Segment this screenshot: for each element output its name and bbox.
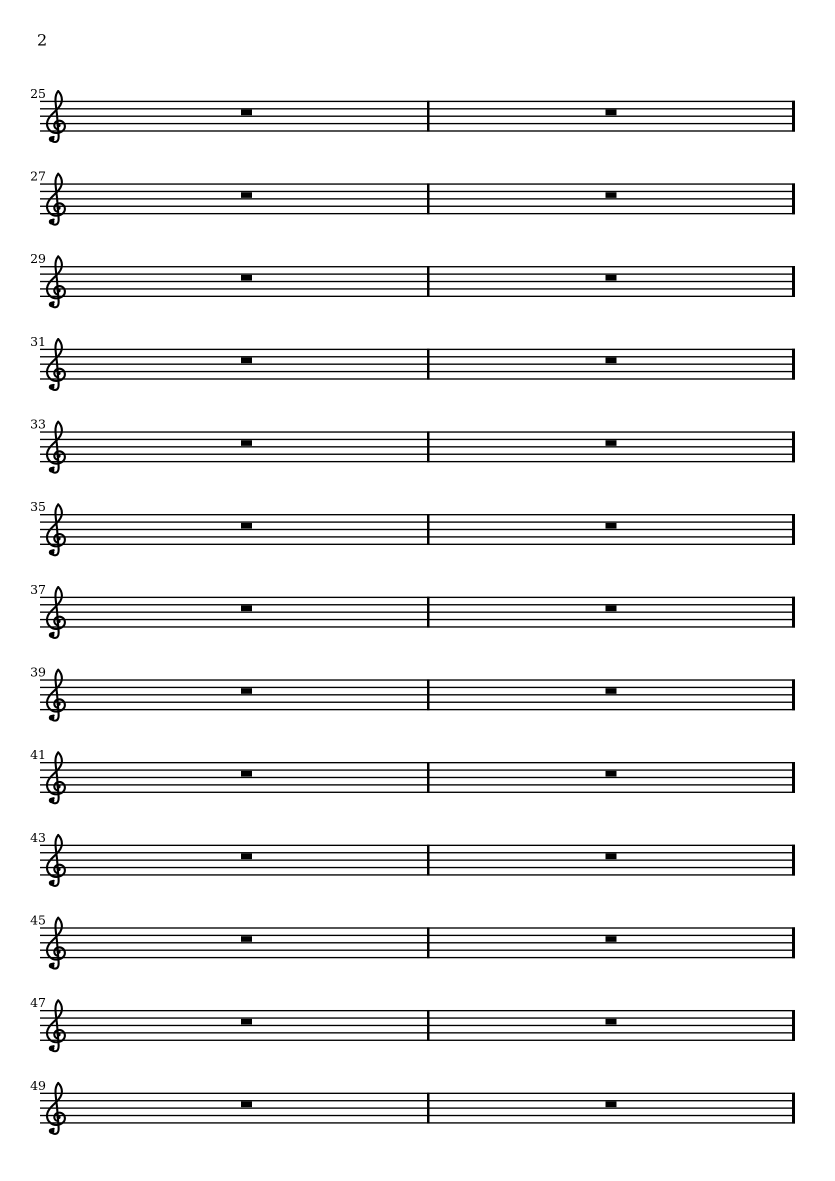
whole-rest bbox=[241, 192, 252, 198]
whole-rest bbox=[241, 1019, 252, 1025]
staff-line bbox=[40, 769, 795, 770]
staff-line bbox=[40, 206, 795, 207]
staff-line bbox=[40, 626, 795, 627]
staff-line bbox=[40, 679, 795, 680]
staff-line bbox=[40, 957, 795, 958]
measure-number: 49 bbox=[30, 1077, 46, 1093]
measure-number: 33 bbox=[30, 416, 46, 432]
staff-line bbox=[40, 273, 795, 274]
staff-line bbox=[40, 544, 795, 545]
staff-line bbox=[40, 874, 795, 875]
staff-line bbox=[40, 1122, 795, 1123]
staff-line bbox=[40, 619, 795, 620]
whole-rest bbox=[606, 1019, 617, 1025]
staff-line bbox=[40, 116, 795, 117]
staff-line bbox=[40, 514, 795, 515]
whole-rest bbox=[241, 936, 252, 942]
staff-line bbox=[40, 859, 795, 860]
barline-mid bbox=[427, 514, 430, 545]
staff-line bbox=[40, 1010, 795, 1011]
staff-line bbox=[40, 762, 795, 763]
barline-mid bbox=[427, 679, 430, 710]
measure-number: 25 bbox=[30, 85, 46, 101]
measure-number: 41 bbox=[30, 747, 46, 763]
barline-end bbox=[792, 431, 795, 462]
whole-rest bbox=[606, 1102, 617, 1108]
staff-line bbox=[40, 611, 795, 612]
barline-mid bbox=[427, 431, 430, 462]
whole-rest bbox=[606, 688, 617, 694]
staff-line bbox=[40, 845, 795, 846]
staff-line bbox=[40, 792, 795, 793]
staff-line bbox=[40, 446, 795, 447]
measure-number: 39 bbox=[30, 664, 46, 680]
staff-line bbox=[40, 439, 795, 440]
staff-line bbox=[40, 1032, 795, 1033]
barline-mid bbox=[427, 762, 430, 793]
staff-line bbox=[40, 454, 795, 455]
barline-end bbox=[792, 514, 795, 545]
staff-line bbox=[40, 378, 795, 379]
barline-mid bbox=[427, 1093, 430, 1124]
whole-rest bbox=[241, 440, 252, 446]
staff-line bbox=[40, 927, 795, 928]
whole-rest bbox=[241, 688, 252, 694]
staff-line bbox=[40, 709, 795, 710]
barline-end bbox=[792, 679, 795, 710]
staff-line bbox=[40, 604, 795, 605]
staff-line bbox=[40, 130, 795, 131]
staff-line bbox=[40, 1115, 795, 1116]
staff-system bbox=[30, 665, 795, 721]
whole-rest bbox=[606, 275, 617, 281]
staff-system bbox=[30, 499, 795, 555]
whole-rest bbox=[606, 192, 617, 198]
staff-line bbox=[40, 1100, 795, 1101]
whole-rest bbox=[606, 523, 617, 529]
staff-line bbox=[40, 694, 795, 695]
barline-mid bbox=[427, 349, 430, 380]
measure-number: 35 bbox=[30, 499, 46, 515]
staff-system bbox=[30, 913, 795, 969]
barline-end bbox=[792, 762, 795, 793]
staff-system bbox=[30, 1078, 795, 1134]
whole-rest bbox=[606, 854, 617, 860]
staff-line bbox=[40, 784, 795, 785]
staff-line bbox=[40, 852, 795, 853]
barline-end bbox=[792, 101, 795, 132]
staff-line bbox=[40, 191, 795, 192]
barline-end bbox=[792, 1093, 795, 1124]
staff-line bbox=[40, 1107, 795, 1108]
barline-end bbox=[792, 183, 795, 214]
barline-end bbox=[792, 927, 795, 958]
staff-line bbox=[40, 183, 795, 184]
staff-system bbox=[30, 169, 795, 225]
whole-rest bbox=[606, 771, 617, 777]
page-number: 2 bbox=[37, 30, 48, 50]
staff-line bbox=[40, 364, 795, 365]
staff-line bbox=[40, 942, 795, 943]
staff-line bbox=[40, 935, 795, 936]
barline-mid bbox=[427, 101, 430, 132]
staff-line bbox=[40, 950, 795, 951]
staff-system bbox=[30, 334, 795, 390]
staff-line bbox=[40, 123, 795, 124]
staff-line bbox=[40, 288, 795, 289]
whole-rest bbox=[241, 358, 252, 364]
whole-rest bbox=[606, 606, 617, 612]
staff-line bbox=[40, 266, 795, 267]
whole-rest bbox=[606, 936, 617, 942]
measure-number: 47 bbox=[30, 995, 46, 1011]
staff-system bbox=[30, 86, 795, 142]
whole-rest bbox=[241, 523, 252, 529]
staff-system bbox=[30, 582, 795, 638]
whole-rest bbox=[241, 606, 252, 612]
measure-number: 45 bbox=[30, 912, 46, 928]
staff-line bbox=[40, 687, 795, 688]
staff-line bbox=[40, 356, 795, 357]
whole-rest bbox=[606, 358, 617, 364]
staff-line bbox=[40, 777, 795, 778]
barline-mid bbox=[427, 183, 430, 214]
whole-rest bbox=[241, 110, 252, 116]
staff-line bbox=[40, 867, 795, 868]
staff-line bbox=[40, 296, 795, 297]
staff-system bbox=[30, 251, 795, 307]
whole-rest bbox=[241, 771, 252, 777]
barline-mid bbox=[427, 266, 430, 297]
whole-rest bbox=[606, 110, 617, 116]
barline-end bbox=[792, 266, 795, 297]
staff-line bbox=[40, 213, 795, 214]
staff-line bbox=[40, 529, 795, 530]
staff-line bbox=[40, 281, 795, 282]
barline-mid bbox=[427, 845, 430, 876]
staff-line bbox=[40, 101, 795, 102]
barline-end bbox=[792, 1010, 795, 1041]
barline-mid bbox=[427, 597, 430, 628]
barline-end bbox=[792, 845, 795, 876]
measure-number: 27 bbox=[30, 168, 46, 184]
staff-line bbox=[40, 349, 795, 350]
staff-system bbox=[30, 995, 795, 1051]
whole-rest bbox=[606, 440, 617, 446]
measure-number: 31 bbox=[30, 333, 46, 349]
measure-number: 43 bbox=[30, 829, 46, 845]
staff-line bbox=[40, 1093, 795, 1094]
staff-line bbox=[40, 1025, 795, 1026]
barline-mid bbox=[427, 1010, 430, 1041]
barline-mid bbox=[427, 927, 430, 958]
whole-rest bbox=[241, 854, 252, 860]
measure-number: 29 bbox=[30, 251, 46, 267]
staff-line bbox=[40, 108, 795, 109]
barline-end bbox=[792, 349, 795, 380]
systems-group bbox=[30, 86, 795, 1134]
whole-rest bbox=[241, 1102, 252, 1108]
staff-system bbox=[30, 417, 795, 473]
staff-line bbox=[40, 431, 795, 432]
measure-number: 37 bbox=[30, 581, 46, 597]
staff-line bbox=[40, 461, 795, 462]
staff-line bbox=[40, 371, 795, 372]
staff-line bbox=[40, 198, 795, 199]
staff-line bbox=[40, 536, 795, 537]
whole-rest bbox=[241, 275, 252, 281]
staff-line bbox=[40, 521, 795, 522]
staff-system bbox=[30, 830, 795, 886]
staff-line bbox=[40, 597, 795, 598]
barline-end bbox=[792, 597, 795, 628]
staff-line bbox=[40, 702, 795, 703]
staff-line bbox=[40, 1040, 795, 1041]
staff-line bbox=[40, 1017, 795, 1018]
staff-system bbox=[30, 747, 795, 803]
